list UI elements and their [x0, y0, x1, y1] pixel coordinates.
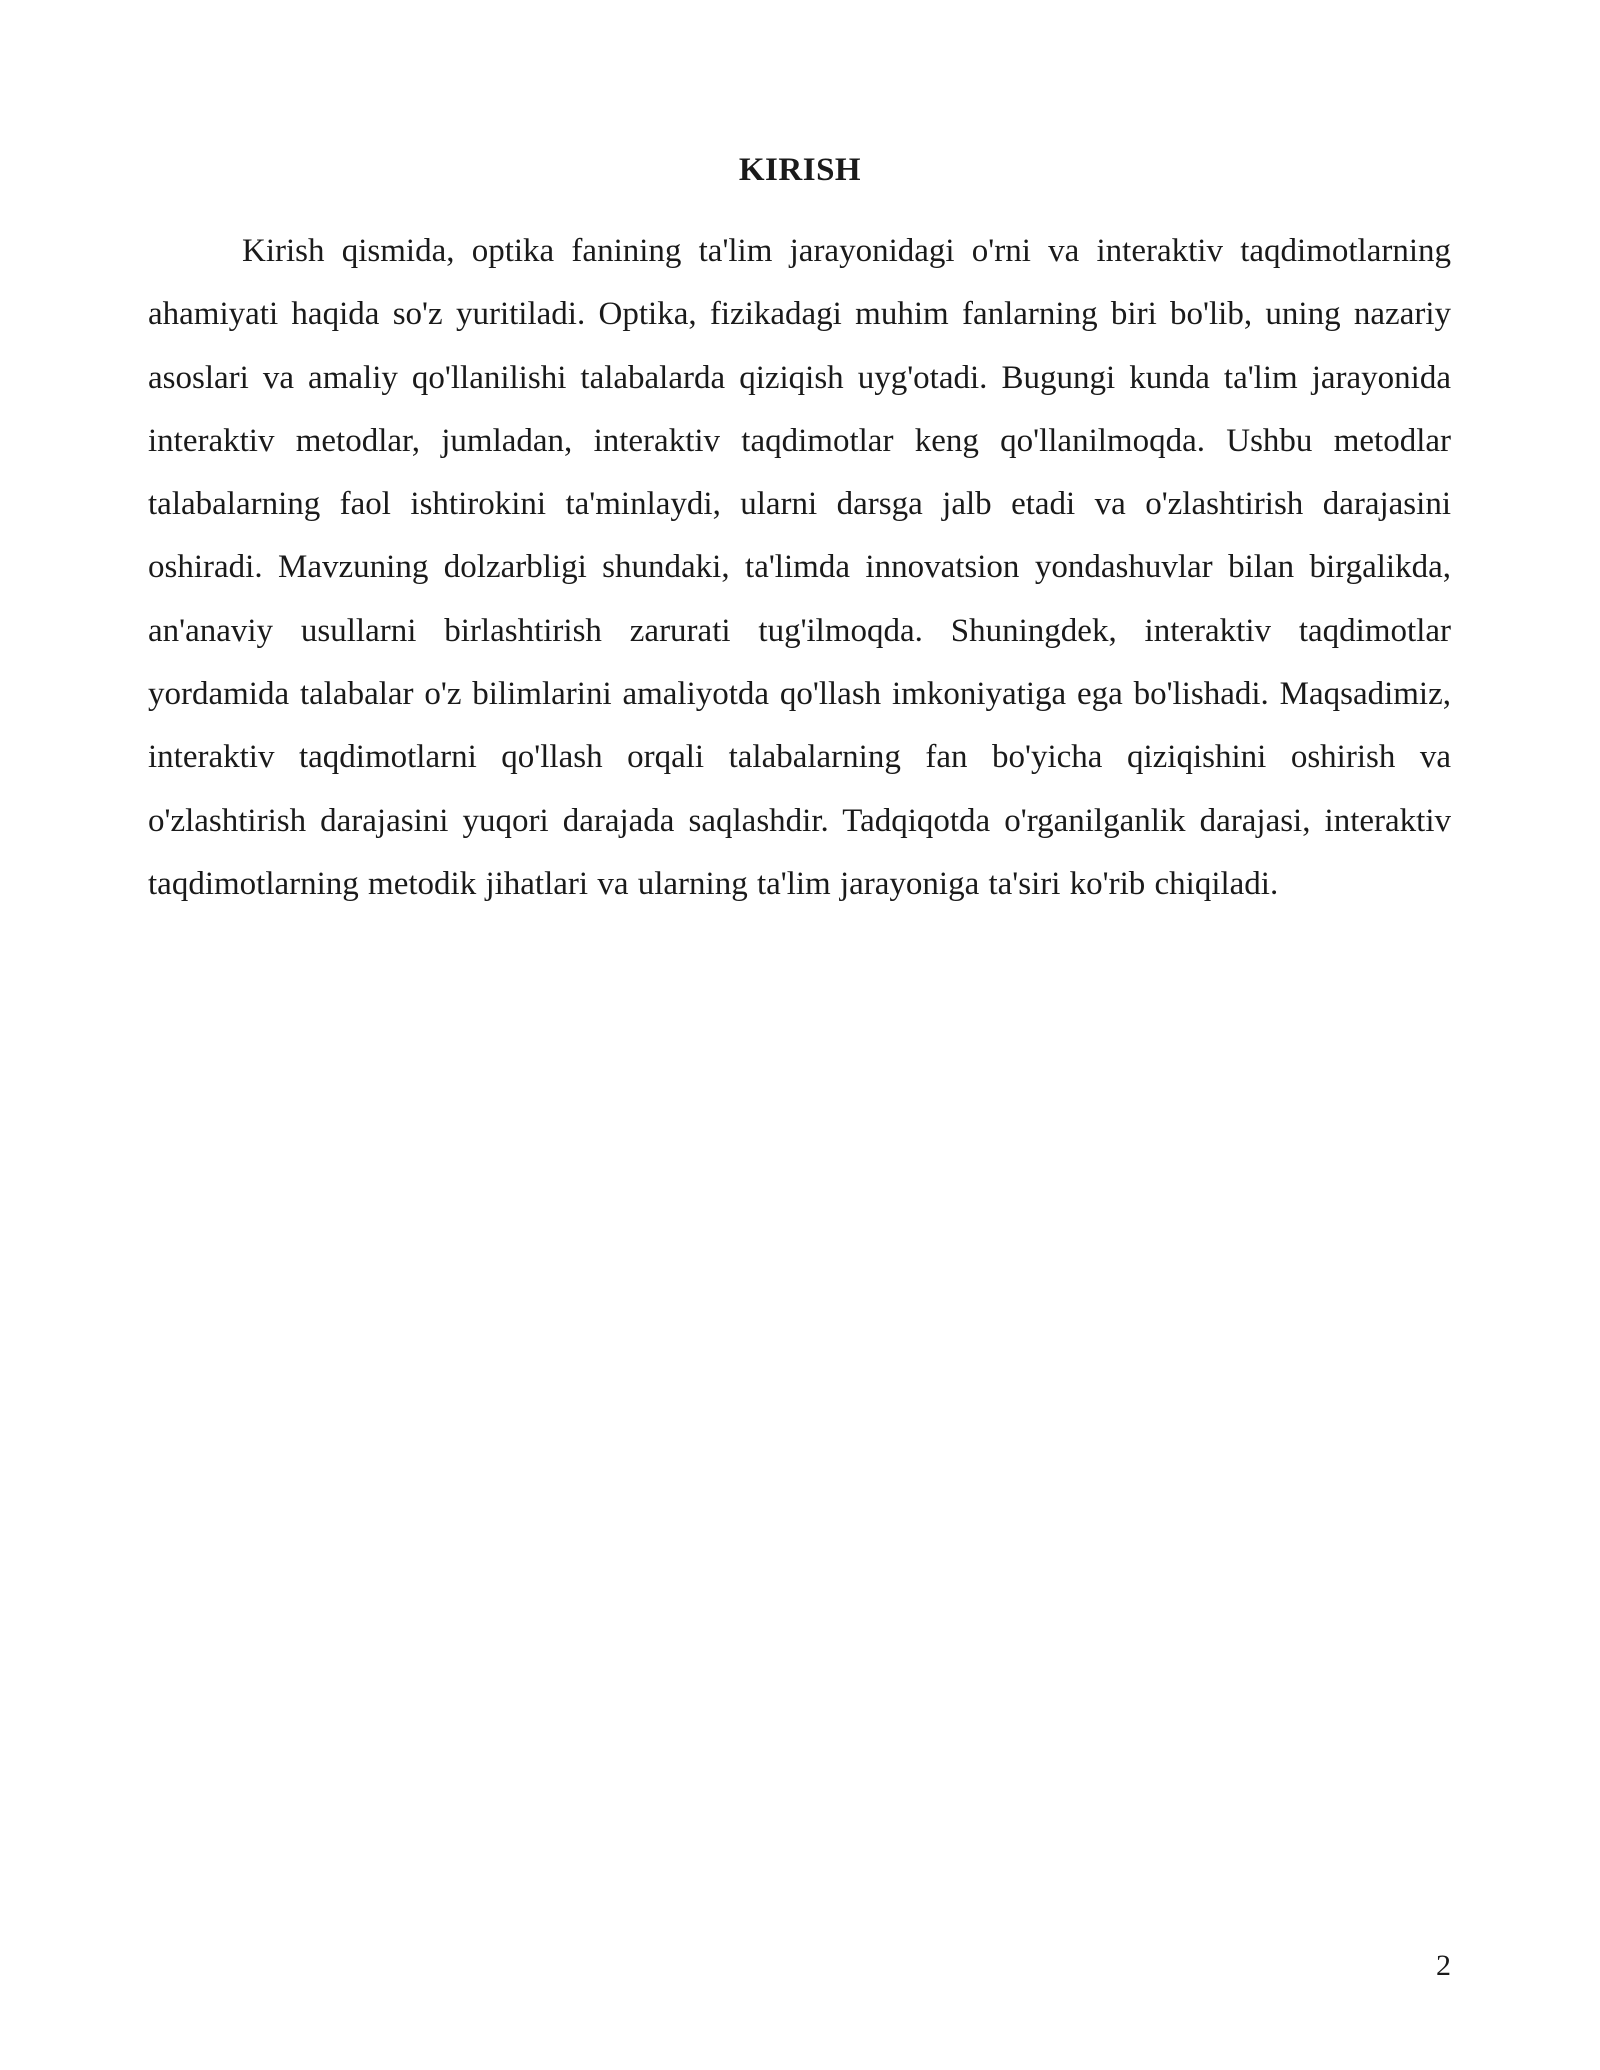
page-number: 2 — [1436, 1949, 1451, 1982]
intro-paragraph: Kirish qismida, optika fanining ta'lim jarayonidagi o'rni va interaktiv taqdimotlarning ahamiyati haqida so'z yuritiladi. Optika, fizikadagi muhim fanlarning biri bo'lib, uning nazariy asoslari va amaliy qo'llanilishi talabalarda qiziqish uyg'otadi. Bugungi kunda ta'lim jarayonida interaktiv metodlar, jumladan, interaktiv taqdimotlar keng qo'llanilmoqda. Ushbu metodlar talabalarning faol ishtirokini ta'minlaydi, ularni darsga jalb etadi va o'zlashtirish darajasini oshiradi. Mavzuning dolzarbligi shundaki, ta'limda innovatsion yondashuvlar bilan birgalikda, an'anaviy usullarni birlashtirish zarurati tug'ilmoqda. Shuningdek, interaktiv taqdimotlar yordamida talabalar o'z bilimlarini amaliyotda qo'llash imkoniyatiga ega bo'lishadi. Maqsadimiz, interaktiv taqdimotlarni qo'llash orqali talabalarning fan bo'yicha qiziqishini oshirish va o'zlashtirish darajasini yuqori darajada saqlashdir. Tadqiqotda o'rganilganlik darajasi, interaktiv taqdimotlarning metodik jihatlari va ularning ta'lim jarayoniga ta'siri ko'rib chiqiladi. — [148, 233, 1451, 902]
section-heading: KIRISH — [738, 152, 862, 188]
